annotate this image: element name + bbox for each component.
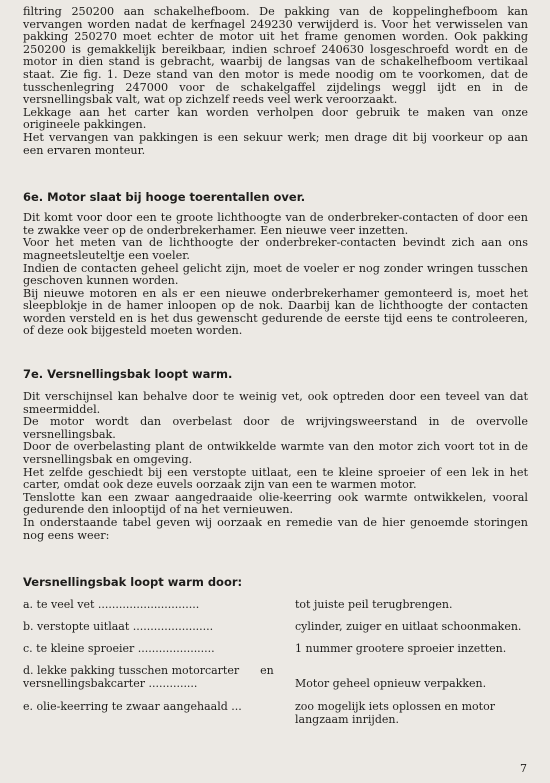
section-heading: 7e. Versnellingsbak loopt warm. <box>23 367 233 382</box>
cause-cell: c. te kleine sproeier ...................... <box>23 642 215 656</box>
table-row <box>23 700 528 726</box>
paragraph: Voor het meten van de lichthoogte der onderbreker-contacten bevindt zich aan ons magneetsleuteltje een voeler. <box>23 236 528 262</box>
cause-cell: e. olie-keerring te zwaar aangehaald ... <box>23 700 242 714</box>
cause-remedy-table <box>23 598 528 726</box>
table-row <box>23 598 528 611</box>
intro-text <box>23 6 528 157</box>
table-row <box>23 642 528 655</box>
remedy-cell: cylinder, zuiger en uitlaat schoonmaken. <box>295 620 522 634</box>
table-title: Versnellingsbak loopt warm door: <box>23 575 243 590</box>
section-6 <box>23 190 528 338</box>
paragraph: Dit komt voor door een te groote lichthoogte van de onderbreker-contacten of door een te zwakke veer op de onderbrekerhamer. Een nieuwe veer inzetten. <box>23 211 528 237</box>
paragraph: In onderstaande tabel geven wij oorzaak en remedie van de hier genoemde storingen nog eens weer: <box>23 516 528 542</box>
paragraph: Lekkage aan het carter kan worden verholpen door gebruik te maken van onze origineele pakkingen. <box>23 105 528 132</box>
paragraph: filtring 250200 aan schakelhefboom. De pakking van de koppelinghefboom kan vervangen worden nadat de kerfnagel 249230 verwijderd is. Voor het verwisselen van pakking 250270 moet echter de motor uit het frame genomen worden. Ook pakking 250200 is gemakkelijk bereikbaar, indien schroef 240630 losgeschroefd wordt en de motor in dien stand is gebracht, waarbij de langsas van de schakelhefboom vertikaal staat. Zie fig. 1. Deze stand van den motor is mede noodig om te voorkomen, dat de tusschenlegring 247000 voor de schakelgaffel zijdelings weggl ijdt en in de versnellingsbak valt, wat op zichzelf reeds veel werk veroorzaakt. <box>23 5 528 107</box>
section-7 <box>23 367 528 542</box>
paragraph: Door de overbelasting plant de ontwikkelde warmte van den motor zich voort tot in de versnellingsbak en omgeving. <box>23 440 528 467</box>
remedy-cell: Motor geheel opnieuw verpakken. <box>295 677 487 691</box>
table-row <box>23 664 528 690</box>
paragraph: Het vervangen van pakkingen is een sekuur werk; men drage dit bij voorkeur op aan een ervaren monteur. <box>23 130 528 157</box>
remedy-cell: tot juiste peil terugbrengen. <box>295 598 453 612</box>
paragraph: Het zelfde geschiedt bij een verstopte uitlaat, een te kleine sproeier of een lek in het carter, omdat ook deze euvels oorzaak zijn van een te warmen motor. <box>23 465 528 492</box>
cause-cell: b. verstopte uitlaat ....................... <box>23 620 214 634</box>
cause-cell: a. te veel vet ............................. <box>23 598 200 612</box>
table-row <box>23 620 528 633</box>
section-heading: 6e. Motor slaat bij hooge toerentallen over. <box>23 190 306 205</box>
paragraph: De motor wordt dan overbelast door de wrijvingsweerstand in de overvolle versnellingsbak. <box>23 415 528 441</box>
paragraph: Bij nieuwe motoren en als er een nieuwe onderbrekerhamer gemonteerd is, moet het sleepblokje in de hamer inloopen op de nok. Daarbij kan de lichthoogte der contacten worden versteld en is het dus gewenscht gedurende de eerste tijd eens te controleeren, of deze ook bijgesteld moeten worden. <box>23 286 528 338</box>
page-number: 7 <box>520 762 527 775</box>
paragraph: Indien de contacten geheel gelicht zijn, moet de voeler er nog zonder wringen tusschen geschoven kunnen worden. <box>23 261 528 288</box>
cause-cell: d. lekke pakking tusschen motorcarter en versnellingsbakcarter .............. <box>23 664 274 691</box>
remedy-cell: zoo mogelijk iets oplossen en motor langzaam inrijden. <box>295 700 495 727</box>
paragraph: Dit verschijnsel kan behalve door te weinig vet, ook optreden door een teveel van dat smeermiddel. <box>23 390 528 416</box>
remedy-cell: 1 nummer grootere sproeier inzetten. <box>295 642 507 656</box>
paragraph: Tenslotte kan een zwaar aangedraaide olie-keerring ook warmte ontwikkelen, vooral gedurende den inlooptijd of na het vernieuwen. <box>23 490 528 517</box>
